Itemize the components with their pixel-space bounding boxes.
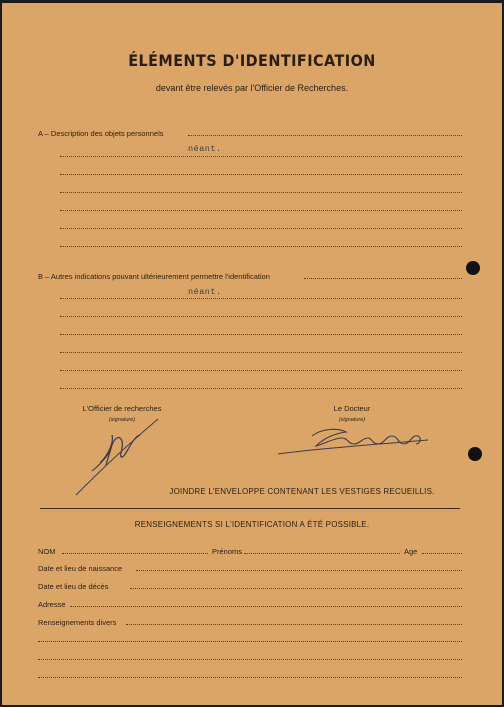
dotted-line [38, 677, 462, 678]
dotted-line [60, 192, 462, 193]
section-b-row [38, 269, 462, 281]
officer-signature-title: L'Officier de recherches [82, 404, 162, 413]
nom-row [38, 544, 462, 556]
dotted-line [304, 278, 462, 279]
section-a-typed-value: néant. [188, 144, 222, 154]
age-field[interactable] [422, 553, 462, 554]
punch-hole [468, 447, 482, 461]
punch-hole [466, 261, 480, 275]
adresse-field[interactable] [70, 606, 462, 607]
enclosure-note: JOINDRE L'ENVELOPPE CONTENANT LES VESTIGES RECUEILLIS. [169, 487, 435, 496]
naissance-label: Date et lieu de naissance [38, 564, 123, 573]
deces-label: Date et lieu de décès [38, 582, 109, 591]
naissance-row [38, 561, 462, 573]
page-title: ÉLÉMENTS D'IDENTIFICATION [128, 51, 376, 70]
doctor-handwritten-signature [272, 418, 432, 460]
adresse-row [38, 597, 462, 609]
form-sheet [2, 3, 502, 705]
dotted-line [60, 228, 462, 229]
prenoms-field[interactable] [244, 553, 400, 554]
dotted-line [60, 334, 462, 335]
deces-field[interactable] [130, 588, 462, 589]
dotted-line [60, 174, 462, 175]
age-label: Age [404, 547, 418, 556]
naissance-field[interactable] [136, 570, 462, 571]
page-subtitle: devant être relevés par l'Officier de Recherches. [155, 83, 349, 93]
prenoms-label: Prénoms [212, 547, 243, 556]
officer-signature-caption: (signature) [108, 417, 136, 423]
dotted-line [60, 370, 462, 371]
dotted-line [60, 246, 462, 247]
nom-label: NOM [38, 547, 56, 556]
section-a-label: A – Description des objets personnels [38, 129, 164, 138]
dotted-line [60, 156, 462, 157]
adresse-label: Adresse [38, 600, 66, 609]
section-b-label: B – Autres indications pouvant ultérieurement permettre l'identification [38, 272, 270, 281]
divers-field[interactable] [126, 624, 462, 625]
dotted-line [38, 641, 462, 642]
dotted-line [60, 388, 462, 389]
section-b-typed-value: néant. [188, 287, 222, 297]
doctor-signature-caption: (signature) [338, 417, 366, 423]
divers-row [38, 615, 462, 627]
divers-label: Renseignements divers [38, 618, 117, 627]
dotted-line [38, 659, 462, 660]
doctor-signature-title: Le Docteur [333, 404, 371, 413]
identification-heading: RENSEIGNEMENTS SI L'IDENTIFICATION A ÉTÉ POSSIBLE. [134, 520, 370, 529]
nom-field[interactable] [62, 553, 208, 554]
dotted-line [60, 210, 462, 211]
divider-line [40, 508, 460, 509]
dotted-line [60, 352, 462, 353]
dotted-line [60, 316, 462, 317]
section-a-row [38, 126, 462, 138]
dotted-line [188, 135, 462, 136]
deces-row [38, 579, 462, 591]
dotted-line [60, 298, 462, 299]
